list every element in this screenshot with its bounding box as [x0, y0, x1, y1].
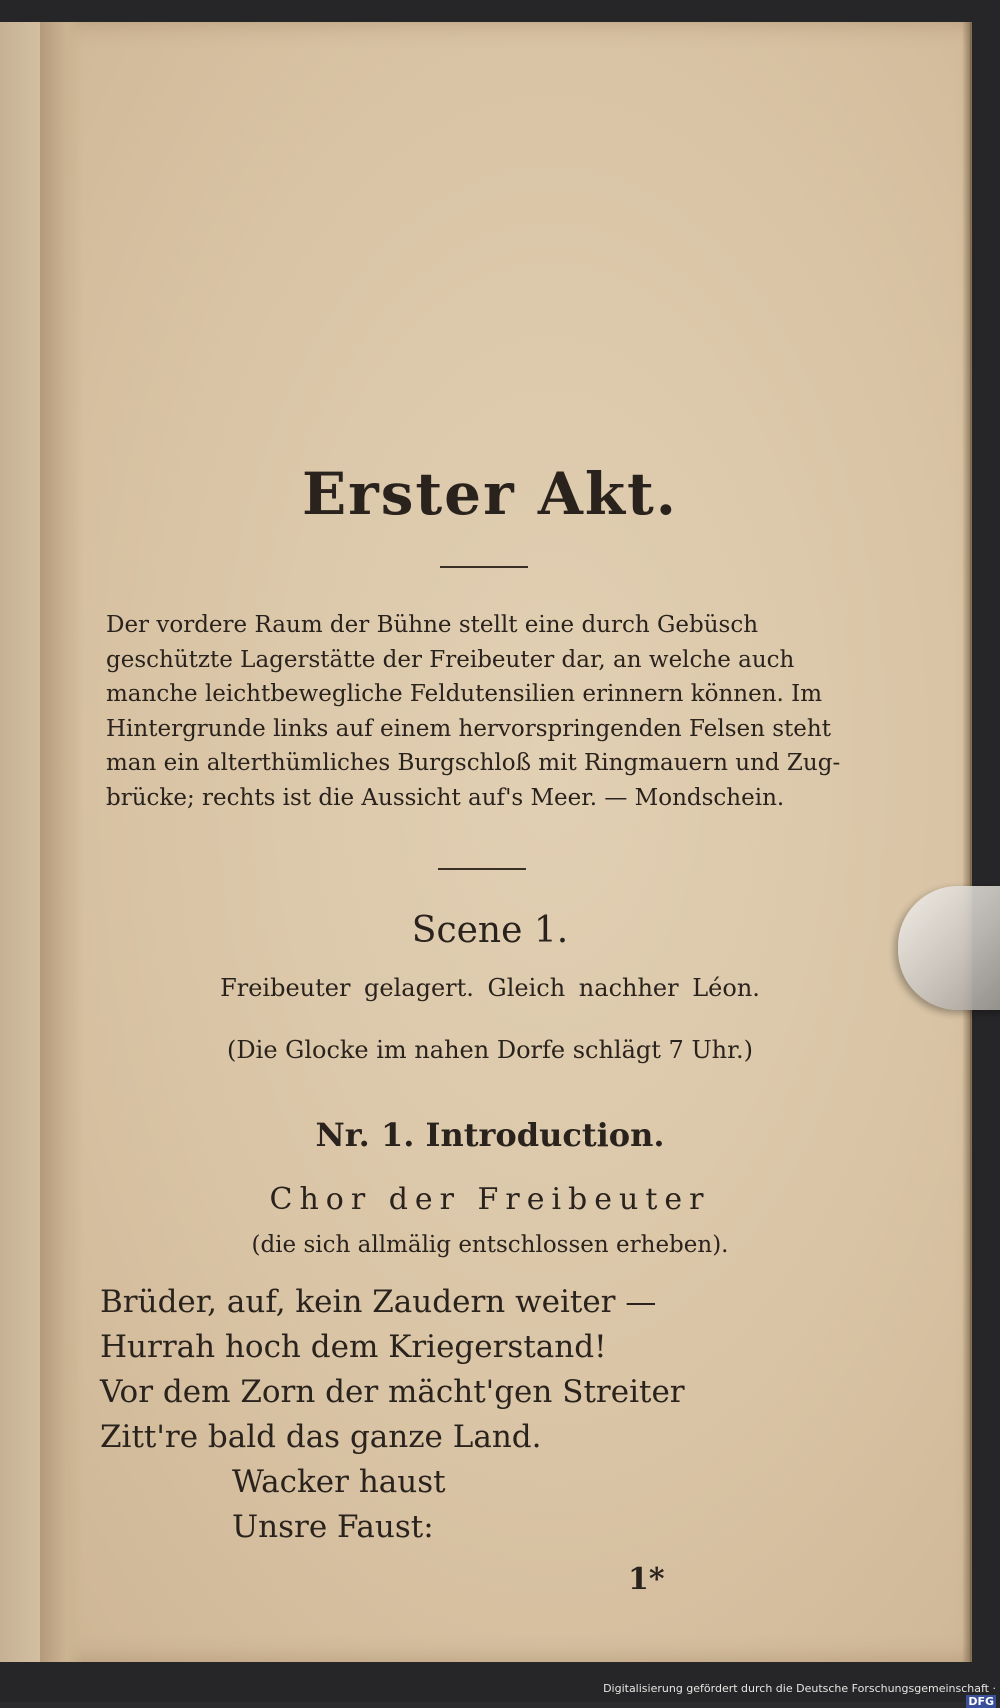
credit-text: Digitalisierung gefördert durch die Deutsche Forschungsgemeinschaft [603, 1682, 989, 1695]
page-gutter-shadow [40, 22, 84, 1662]
digitization-credit: Digitalisierung gefördert durch die Deutsche Forschungsgemeinschaft · DFG [603, 1682, 996, 1708]
stage-direction-line: man ein alterthümliches Burgschloß mit Ringmauern und Zug- [106, 750, 841, 776]
verse-line: Vor dem Zorn der mächt'gen Streiter [100, 1374, 685, 1410]
page-right-edge [962, 22, 972, 1662]
stage-direction-line: Hintergrunde links auf einem hervorspringenden Felsen steht [106, 715, 831, 742]
verse-block [100, 1280, 860, 1550]
scene-direction: (Die Glocke im nahen Dorfe schlägt 7 Uhr.) [227, 1036, 753, 1064]
signature-mark: 1* [628, 1562, 665, 1597]
verse-line: Wacker haust [232, 1464, 446, 1500]
divider-rule [440, 566, 528, 568]
stage-direction [106, 608, 864, 815]
chorus-direction: (die sich allmälig entschlossen erheben). [251, 1232, 729, 1258]
stage-direction-line: geschützte Lagerstätte der Freibeuter dar, an welche auch [106, 646, 795, 673]
verse-line: Hurrah hoch dem Kriegerstand! [100, 1329, 607, 1365]
act-title: Erster Akt. [301, 460, 679, 528]
number-heading: Nr. 1. Introduction. [315, 1116, 665, 1154]
verse-line: Unsre Faust: [232, 1509, 434, 1545]
scene-characters: Freibeuter gelagert. Gleich nachher Léon. [220, 974, 760, 1002]
verse-line: Brüder, auf, kein Zaudern weiter — [100, 1284, 657, 1320]
divider-rule [438, 868, 526, 870]
chorus-label: Chor der Freibeuter [269, 1182, 711, 1217]
verse-line: Zitt're bald das ganze Land. [100, 1419, 542, 1455]
stage-direction-line: Der vordere Raum der Bühne stellt eine durch Gebüsch [106, 612, 759, 638]
stage-direction-line: brücke; rechts ist die Aussicht auf's Meer. — Mondschein. [106, 784, 785, 811]
dfg-logo: DFG [968, 1695, 994, 1708]
scene-heading: Scene 1. [411, 910, 569, 951]
stage-direction-line: manche leichtbewegliche Feldutensilien erinnern können. Im [106, 681, 823, 707]
